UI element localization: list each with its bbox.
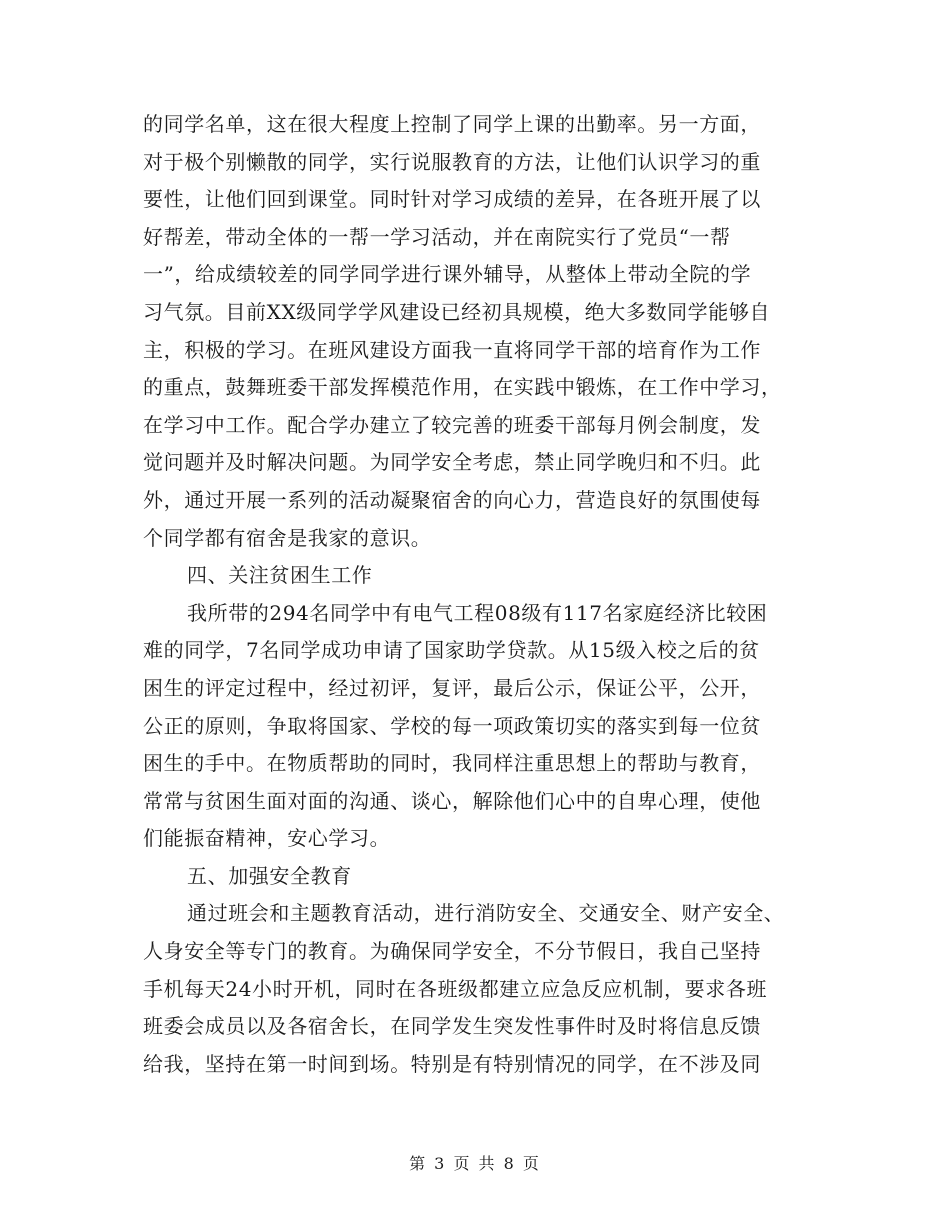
body-line: 难的同学，7名同学成功申请了国家助学贷款。从15级入校之后的贫 [143,638,760,663]
page-number-footer: 第 3 页 共 8 页 [409,1154,541,1173]
body-line: 困生的评定过程中，经过初评，复评，最后公示，保证公平，公开， [143,675,761,700]
body-line: 个同学都有宿舍是我家的意识。 [143,525,432,550]
section-heading: 五、加强安全教育 [187,863,352,888]
document-body [143,106,825,1083]
body-line: 对于极个别懒散的同学，实行说服教育的方法，让他们认识学习的重 [143,149,761,174]
body-line: 班委会成员以及各宿舍长，在同学发生突发性事件时及时将信息反馈 [143,1014,761,1039]
section-heading: 四、关注贫困生工作 [187,563,373,588]
body-line: 的同学名单，这在很大程度上控制了同学上课的出勤率。另一方面， [143,112,761,136]
body-line: 外，通过开展一系列的活动凝聚宿舍的向心力，营造良好的氛围使每 [143,487,761,512]
body-line: 通过班会和主题教育活动，进行消防安全、交通安全、财产安全、 [187,901,785,926]
body-line: 主，积极的学习。在班风建设方面我一直将同学干部的培育作为工作 [143,337,761,362]
body-line: 常常与贫困生面对面的沟通、谈心，解除他们心中的自卑心理，使他 [143,788,761,813]
body-line: 觉问题并及时解决问题。为同学安全考虑，禁止同学晚归和不归。此 [143,450,761,475]
body-line: 我所带的294名同学中有电气工程08级有117名家庭经济比较困 [187,600,768,625]
body-line: 公正的原则，争取将国家、学校的每一项政策切实的落实到每一位贫 [143,713,761,738]
body-line: 好帮差，带动全体的一帮一学习活动，并在南院实行了党员“一帮 [143,224,731,249]
body-line: 人身安全等专门的教育。为确保同学安全，不分节假日，我自己坚持 [143,939,761,964]
body-line: 要性，让他们回到课堂。同时针对学习成绩的差异，在各班开展了以 [143,187,761,212]
body-line: 习气氛。目前XX级同学学风建设已经初具规模，绝大多数同学能够自 [143,299,771,324]
body-line: 困生的手中。在物质帮助的同时，我同样注重思想上的帮助与教育， [143,751,761,776]
body-line: 的重点，鼓舞班委干部发挥模范作用，在实践中锻炼，在工作中学习， [143,375,782,400]
body-line: 在学习中工作。配合学办建立了较完善的班委干部每月例会制度，发 [143,412,761,437]
body-line: 手机每天24小时开机，同时在各班级都建立应急反应机制，要求各班 [143,976,768,1001]
body-line: 们能振奋精神，安心学习。 [143,826,391,851]
body-line: 给我，坚持在第一时间到场。特别是有特别情况的同学，在不涉及同 [143,1051,761,1076]
body-line: 一”，给成绩较差的同学同学进行课外辅导，从整体上带动全院的学 [143,262,752,287]
